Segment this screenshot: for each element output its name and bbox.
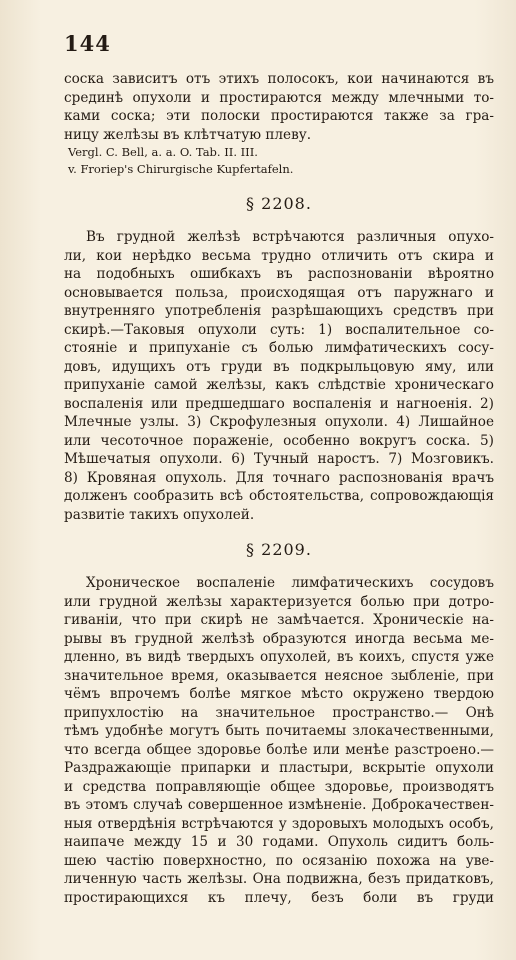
text-line: воспаленія или предшедшаго воспаленія и нагноенія. 2) [64,395,494,412]
text-line: ницу желѣзы въ клѣтчатую плеву. [64,126,312,143]
text-line: соска зависитъ отъ этихъ полосокъ, кои начинаются въ [64,71,494,87]
reference-line: Vergl. C. Bell, a. a. O. Tab. II. III. [68,145,258,159]
text-line: или чесоточное пораженіе, особенно вокругъ соска. 5) [64,432,494,449]
section-heading-2209: § 2209. [246,540,312,559]
text-line: развитіе такихъ опухолей. [64,506,255,523]
text-line: Мѣшечатыя опухоли. 6) Тучный наростъ. 7) Мозговикъ. [64,451,494,467]
text-line: ныя отвердѣнія встрѣчаются у здоровыхъ молодыхъ особъ, [64,815,494,832]
text-line: личенную часть желѣзы. Она подвижна, безъ придатковъ, [64,871,494,887]
text-line: припухлостію на значительное пространство.— Онѣ [64,704,494,721]
text-line: Млечные узлы. 3) Скрофулезныя опухоли. 4) Лишайное [64,414,494,430]
text-line: довъ, идущихъ отъ груди въ подкрыльцовую яму, или [64,358,494,375]
text-line: значительное время, оказывается неясное зыбленіе, при [64,667,494,684]
text-line: или грудной желѣзы характеризуется болью при дотро- [64,593,494,610]
text-line: что всегда общее здоровье болѣе или менѣе разстроено.— [64,741,494,758]
text-line: стояніе и припуханіе съ болью лимфатическихъ сосу- [64,340,494,356]
text-line: дленно, въ видѣ твердыхъ опухолей, въ коихъ, спустя уже [64,649,494,665]
text-line: рывы въ грудной желѣзѣ образуются иногда весьма ме- [64,630,494,647]
text-line: и средства поправляющіе общее здоровье, производятъ [64,778,494,795]
text-line: скирѣ.—Таковыя опухоли суть: 1) воспалительное со- [64,321,494,338]
reference-line: v. Froriep's Chirurgische Kupfertafeln. [68,162,294,176]
section-2208-paragraph [64,228,494,524]
text-line: наипаче между 15 и 30 годами. Опухоль сидитъ боль- [64,834,494,850]
text-line: Раздражающіе припарки и пластыри, вскрытіе опухоли [64,760,494,776]
text-line: тѣмъ удобнѣе могутъ быть почитаемы злокачественными, [64,723,494,739]
text-line: Хроническое воспаленіе лимфатическихъ сосудовъ [86,575,494,591]
text-line: припуханіе самой желѣзы, какъ слѣдствіе хроническаго [64,377,494,393]
text-line: Въ грудной желѣзѣ встрѣчаются различныя опухо- [86,229,494,245]
page-number: 144 [64,31,111,56]
text-line: ли, кои нерѣдко весьма трудно отличить отъ скира и [64,247,494,264]
text-line: гиваніи, что при скирѣ не замѣчается. Хроническіе на- [64,612,494,628]
section-heading-2208: § 2208. [246,194,312,213]
text-line: срединѣ опухоли и простираются между млечными то- [64,89,494,106]
text-line: на подобныхъ ошибкахъ въ распознованіи вѣроятно [64,266,494,282]
text-line: ками соска; эти полоски простираются также за гра- [64,108,494,124]
text-line: внутренняго употребленія разрѣшающихъ средствъ при [64,303,494,319]
text-line: простирающихся къ плечу, безъ боли въ груди [64,889,494,906]
continued-paragraph [64,70,494,144]
text-line: долженъ сообразить всѣ обстоятельства, сопровождающія [64,488,494,504]
text-line: шею частію поверхностно, по осязанію похожа на уве- [64,852,494,869]
section-2209-paragraph [64,574,494,907]
text-line: основывается польза, происходящая отъ паружнаго и [64,284,494,301]
text-line: чёмъ впрочемъ болѣе мягкое мѣсто окружено твердою [64,686,494,702]
text-line: въ этомъ случаѣ совершенное измѣненіе. Доброкачествен- [64,797,494,813]
text-line: 8) Кровяная опухоль. Для точнаго распознованія врачъ [64,469,494,486]
